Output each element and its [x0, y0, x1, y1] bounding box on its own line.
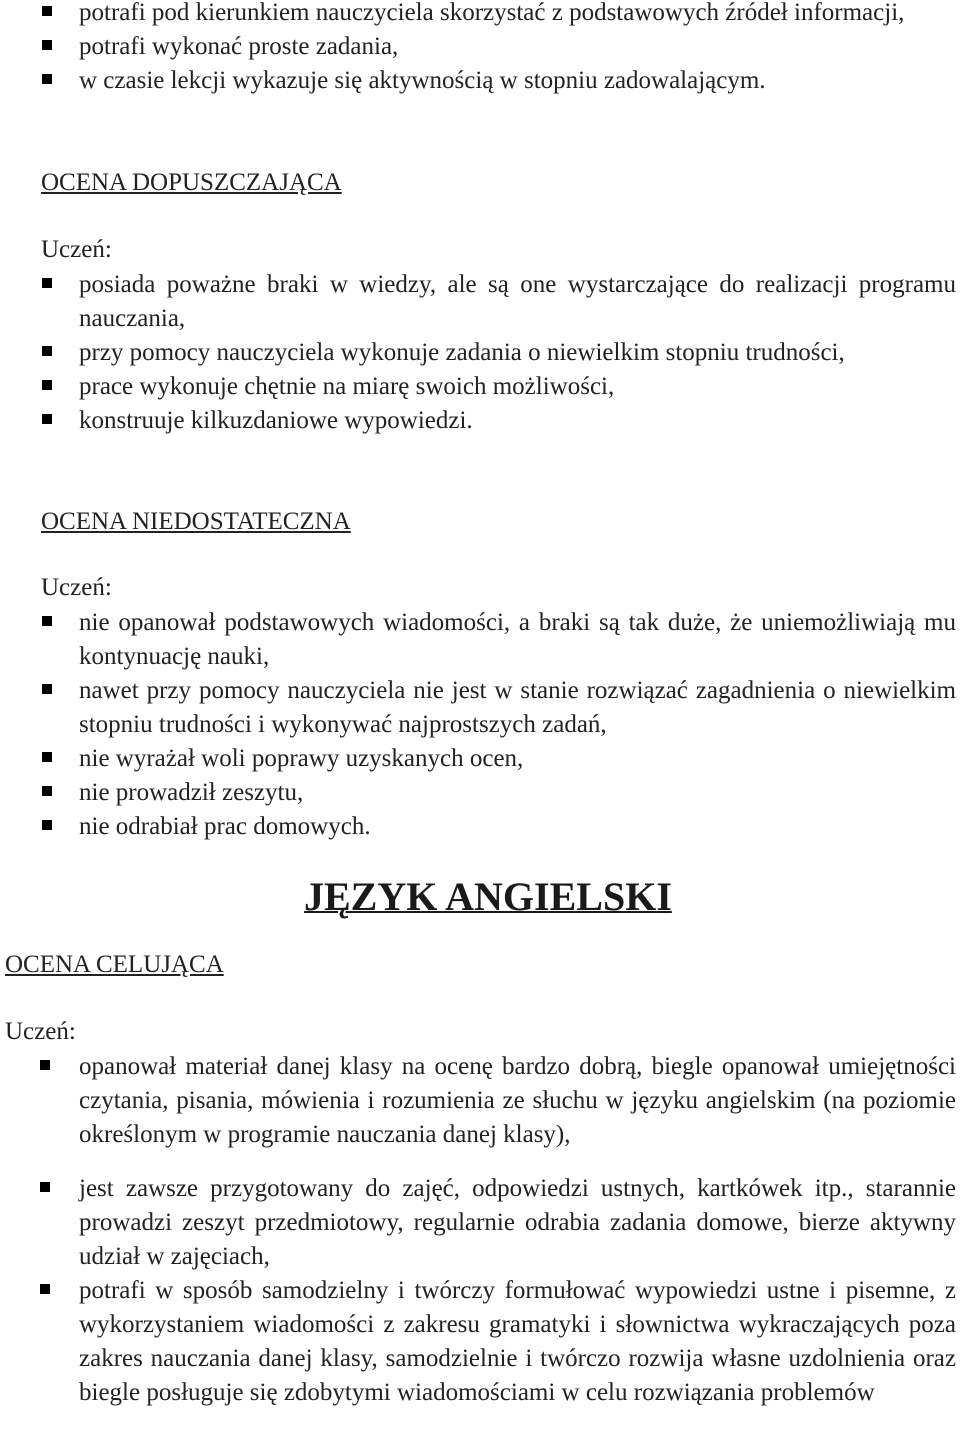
celujaca-list [0, 1050, 960, 1410]
list-item [0, 606, 960, 674]
list-item-text: potrafi pod kierunkiem nauczyciela skorzystać z podstawowych źródeł informacji, [79, 0, 905, 26]
section-heading-dopuszczajaca: OCENA DOPUSZCZAJĄCA [41, 169, 342, 196]
list-item-text: posiada poważne braki w wiedzy, ale są one wystarczające do realizacji programu nauczania, [79, 271, 956, 332]
list-item-text: nie opanował podstawowych wiadomości, a braki są tak duże, że uniemożliwiają mu kontynuację nauki, [79, 609, 956, 670]
list-item [0, 30, 960, 64]
dopuszczajaca-list [0, 268, 960, 438]
list-item [0, 776, 960, 810]
square-bullet-icon [42, 40, 52, 50]
list-item-text: opanował materiał danej klasy na ocenę bardzo dobrą, biegle opanował umiejętności czytania, pisania, mówienia i rozumienia ze słuchu w języku angielskim (na poziomie określonym w programie nauczania danej klasy), [79, 1053, 956, 1148]
square-bullet-icon [42, 820, 52, 830]
list-item-text: nie wyrażał woli poprawy uzyskanych ocen, [79, 745, 524, 772]
square-bullet-icon [42, 346, 52, 356]
list-item [0, 742, 960, 776]
square-bullet-icon [40, 1060, 50, 1070]
student-label: Uczeń: [41, 236, 112, 263]
list-item [0, 370, 960, 404]
niedostateczna-list [0, 606, 960, 844]
list-item [0, 0, 960, 30]
list-item-text: jest zawsze przygotowany do zajęć, odpowiedzi ustnych, kartkówek itp., starannie prowadzi zeszyt przedmiotowy, regularnie odrabia zadania domowe, bierze aktywny udział w zajęciach, [79, 1175, 956, 1270]
square-bullet-icon [42, 616, 52, 626]
list-item [0, 268, 960, 336]
list-item-text: potrafi wykonać proste zadania, [79, 33, 399, 60]
list-item-text: nie odrabiał prac domowych. [79, 813, 371, 840]
square-bullet-icon [42, 380, 52, 390]
student-label: Uczeń: [41, 574, 112, 601]
list-item [0, 404, 960, 438]
list-item [0, 810, 960, 844]
square-bullet-icon [40, 1284, 50, 1294]
list-item-text: przy pomocy nauczyciela wykonuje zadania o niewielkim stopniu trudności, [79, 339, 845, 366]
list-item [0, 1274, 960, 1410]
list-item [0, 1050, 960, 1152]
square-bullet-icon [42, 414, 52, 424]
list-item [0, 674, 960, 742]
list-item [0, 1172, 960, 1274]
square-bullet-icon [42, 786, 52, 796]
list-item-text: prace wykonuje chętnie na miarę swoich możliwości, [79, 373, 615, 400]
square-bullet-icon [42, 74, 52, 84]
square-bullet-icon [42, 684, 52, 694]
square-bullet-icon [42, 278, 52, 288]
section-heading-celujaca: OCENA CELUJĄCA [5, 951, 224, 978]
square-bullet-icon [42, 6, 52, 16]
list-item-text: nawet przy pomocy nauczyciela nie jest w stanie rozwiązać zagadnienia o niewielkim stopniu trudności i wykonywać najprostszych zadań, [79, 677, 956, 738]
top-list [0, 0, 960, 98]
list-item-text: w czasie lekcji wykazuje się aktywnością w stopniu zadowalającym. [79, 67, 766, 94]
section-heading-niedostateczna: OCENA NIEDOSTATECZNA [41, 508, 351, 535]
subject-title: JĘZYK ANGIELSKI [304, 874, 672, 919]
square-bullet-icon [42, 752, 52, 762]
list-item [0, 336, 960, 370]
square-bullet-icon [40, 1182, 50, 1192]
student-label: Uczeń: [5, 1018, 76, 1045]
list-item [0, 64, 960, 98]
list-item-text: potrafi w sposób samodzielny i twórczy formułować wypowiedzi ustne i pisemne, z wykorzystaniem wiadomości z zakresu gramatyki i słownictwa wykraczających poza zakres nauczania danej klasy, samodzielnie i twórczo rozwija własne uzdolnienia oraz biegle posługuje się zdobytymi wiadomościami w celu rozwiązania problemów [79, 1277, 956, 1406]
list-item-text: nie prowadził zeszytu, [79, 779, 304, 806]
list-item-text: konstruuje kilkuzdaniowe wypowiedzi. [79, 407, 473, 434]
